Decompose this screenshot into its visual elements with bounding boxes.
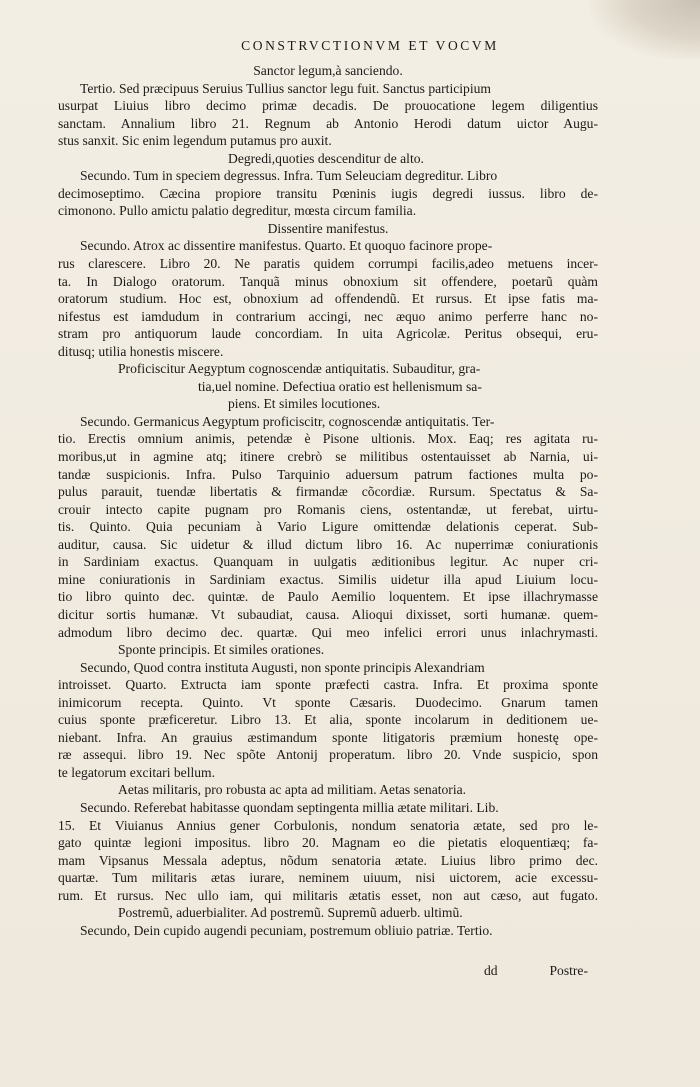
- text-line: Proficiscitur Aegyptum cognoscendæ antiquitatis. Subauditur, gra-: [118, 361, 481, 377]
- text-line: Secundo. Referebat habitasse quondam septingenta millia ætate militari. Lib.: [80, 799, 499, 815]
- text-line: Aetas militaris, pro robusta ac apta ad militiam. Aetas senatoria.: [118, 782, 467, 798]
- text-line: stus sanxit. Sic enim legendum putamus pro auxit.: [58, 133, 332, 149]
- text-line: pulus parauit, tuendæ libertatis & firmandæ cõcordiæ. Rursum. Spectatus & Sa-: [58, 484, 598, 500]
- text-line: cimonono. Pullo amictu palatio degreditur, mœsta circum familia.: [58, 203, 417, 219]
- catchword: Postre-: [549, 963, 588, 978]
- text-line: moribus,ut in agmine atq; itinere crebrò se militibus ostentauisset ab Narnia, ui-: [58, 449, 598, 465]
- text-line: in Sardiniam exactus. Quanquam in uulgatis æditionibus legitur. Ac nuper cri-: [58, 554, 598, 570]
- text-line: oratorum studium. Hoc est, obnoxium ad offendendũ. Et rursus. Et ipse fatis ma-: [58, 291, 598, 307]
- text-line: Sponte principis. Et similes orationes.: [118, 642, 325, 658]
- text-line: quartæ. Tum militaris ætas iurare, neminem uiuum, nisi uictorem, acie excessu-: [58, 870, 598, 886]
- text-line: Dissentire manifestus.: [267, 220, 389, 236]
- text-line: Secundo, Dein cupido augendi pecuniam, postremum obliuio patriæ. Tertio.: [80, 922, 493, 938]
- text-line: admodum libro decimo dec. quartæ. Qui meo infelici errori unus inlachrymasti.: [58, 624, 598, 640]
- text-line: Postremũ, aduerbialiter. Ad postremũ. Supremũ aduerb. ultimũ.: [118, 905, 463, 921]
- text-line: Secundo. Atrox ac dissentire manifestus. Quarto. Et quoquo facinore prope-: [80, 238, 493, 254]
- text-line: tio. Erectis omnium animis, petendæ è Pisone ultionis. Mox. Eaq; res agitata ru-: [58, 431, 598, 447]
- text-line: 15. Et Viuianus Annius gener Corbulonis, nondum senatoria ætate, sed pro le-: [58, 817, 598, 833]
- text-block: [58, 62, 598, 939]
- text-line: Sanctor legum,à sanciendo.: [253, 63, 403, 78]
- text-line: sanctam. Annalium libro 21. Regnum ab Antonio Herodi datum uictor Augu-: [58, 115, 598, 131]
- text-line: decimoseptimo. Cæcina propiore transitu Pœninis iugis degredi iussus. libro de-: [58, 185, 598, 201]
- text-line: Secundo. Germanicus Aegyptum proficiscitr, cognoscendæ antiquitatis. Ter-: [80, 413, 495, 429]
- text-line: introisset. Quarto. Extructa iam sponte præfecti castra. Infra. Et proxima sponte: [58, 677, 598, 693]
- text-line: auditur, causa. Sic uidetur & illud dictum libro 16. Ac nuperrimæ coniurationis: [58, 536, 598, 552]
- text-line: ræ assequi. libro 19. Nec spõte Antonij properatum. libro 20. Vnde suspicio, spon: [58, 747, 598, 763]
- text-line: tio libro quinto dec. quintæ. de Paulo Aemilio loquentem. Et ipse illachrymasse: [58, 589, 598, 605]
- text-line: dicitur sortis humanæ. Vt subaudiat, causa. Alioqui dixisset, sorti humanæ. quem-: [58, 606, 598, 622]
- text-line: Secundo, Quod contra instituta Augusti, non sponte principis Alexandriam: [80, 659, 485, 675]
- text-line: ditusq; utilia honestis miscere.: [58, 343, 224, 359]
- text-line: mine coniurationis in Sardiniam exactus. Similis uidetur illa apud Liuium locu-: [58, 571, 598, 587]
- text-line: niebant. Infra. An grauius æstimandum sponte litigatoris præmium honestę ope-: [58, 729, 598, 745]
- text-line: stram pro antiquorum laude concordiam. In uita Agricolæ. Peritus obsequi, eru-: [58, 326, 598, 342]
- text-line: tis. Quinto. Quia pecuniam à Vario Ligure omittendæ delationis ceperat. Sub-: [58, 519, 598, 535]
- running-title: CONSTRVCTIONVM ET VOCVM: [241, 38, 499, 53]
- text-line: piens. Et similes locutiones.: [228, 396, 381, 412]
- text-line: nifestus est iamdudum in contrarium accingi, nec æquo animo perferre hanc no-: [58, 308, 598, 324]
- text-line: ta. In Dialogo oratorum. Tanquã minus obnoxium sit offendere, poetarũ quàm: [58, 273, 598, 289]
- text-line: mam Vipsanus Messala adeptus, nõdum senatoria ætate. Liuius libro primo dec.: [58, 852, 598, 868]
- text-line: rus clarescere. Libro 20. Ne paratis quidem corrumpi facilis,adeo metuens incer-: [58, 256, 598, 272]
- running-header: [0, 38, 700, 54]
- text-line: tandæ suspicionis. Infra. Pulso Tarquinio aduersum patrum factiones multa po-: [58, 466, 598, 482]
- signature-mark: dd: [484, 963, 498, 978]
- text-line: cuius sponte præficeretur. Libro 13. Et alia, sponte incolarum in deditionem ue-: [58, 712, 598, 728]
- text-line: gato quintæ legioni impositus. libro 20. Magnam eo die pietatis eloquentiæq; fa-: [58, 835, 598, 851]
- text-line: Degredi,quoties descenditur de alto.: [228, 150, 424, 166]
- text-line: Tertio. Sed præcipuus Seruius Tullius sanctor legu fuit. Sanctus participium: [80, 80, 491, 96]
- text-line: rum. Et rursus. Nec ullo iam, qui militaris ætatis esset, non aut cæso, aut fugato.: [58, 887, 598, 903]
- text-line: tia,uel nomine. Defectiua oratio est hellenismum sa-: [198, 378, 482, 394]
- text-line: Secundo. Tum in speciem degressus. Infra. Tum Seleuciam degreditur. Libro: [80, 168, 498, 184]
- text-line: te legatorum excitari bellum.: [58, 764, 216, 780]
- text-line: usurpat Liuius libro decimo primæ decadis. De prouocatione legem diligentius: [58, 98, 598, 114]
- text-line: crouir intecto capite pugnam pro Romanis ciens, ostentandæ, ut ferebat, uirtu-: [58, 501, 598, 517]
- text-line: inimicorum recepta. Quinto. Vt sponte Cæsaris. Duodecimo. Gnarum tamen: [58, 694, 598, 710]
